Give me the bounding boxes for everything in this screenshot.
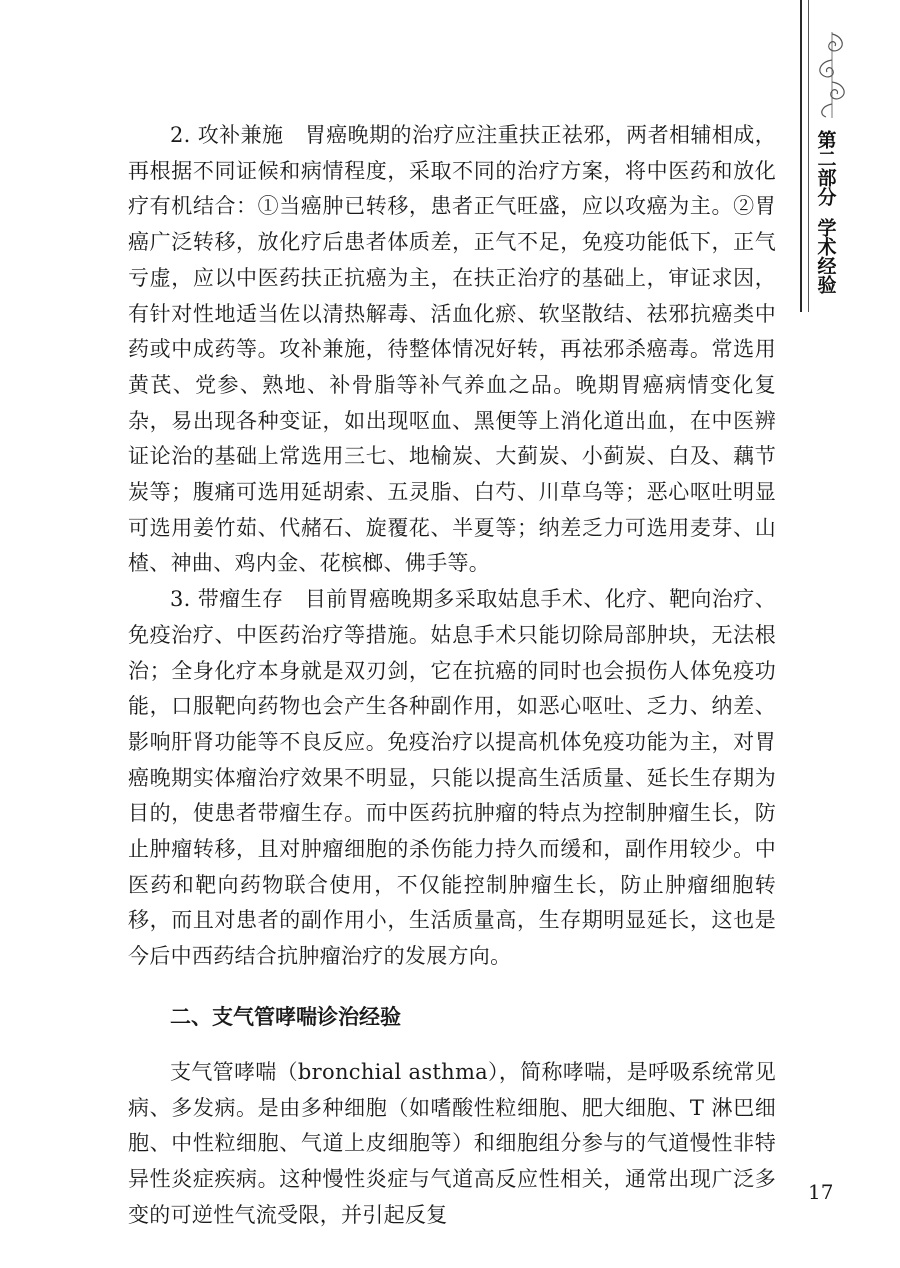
scroll-ornament-icon [812, 30, 852, 120]
side-border-line [800, 0, 802, 312]
paragraph-survive-with-tumor: 3. 带瘤生存 目前胃癌晚期多采取姑息手术、化疗、靶向治疗、免疫治疗、中医药治疗等措施。姑息手术只能切除局部肿块，无法根治；全身化疗本身就是双刃剑，它在抗癌的同时也会损伤人体免疫功能，口服靶向药物也会产生各种副作用，如恶心呕吐、乏力、纳差、影响肝肾功能等不良反应。免疫治疗以提高机体免疫功能为主，对胃癌晚期实体瘤治疗效果不明显，只能以提高生活质量、延长生存期为目的，使患者带瘤生存。而中医药抗肿瘤的特点为控制肿瘤生长，防止肿瘤转移，且对肿瘤细胞的杀伤能力持久而缓和，副作用较少。中医药和靶向药物联合使用，不仅能控制肿瘤生长，防止肿瘤细胞转移，而且对患者的副作用小，生活质量高，生存期明显延长，这也是今后中西药结合抗肿瘤治疗的发展方向。 [128, 587, 776, 969]
page-number: 17 [808, 1180, 834, 1204]
part-label: 第二部分 [814, 130, 837, 206]
section-tab [808, 130, 842, 294]
section-label: 学术经验 [814, 218, 837, 294]
section-heading: 二、支气管哮喘诊治经验 [170, 1004, 401, 1029]
main-content [128, 118, 776, 1233]
paragraph-tonify-attack: 2. 攻补兼施 胃癌晚期的治疗应注重扶正祛邪，两者相辅相成，再根据不同证候和病情程度，采取不同的治疗方案，将中医药和放化疗有机结合：①当癌肿已转移，患者正气旺盛，应以攻癌为主。②胃癌广泛转移，放化疗后患者体质差，正气不足，免疫功能低下，正气亏虚，应以中医药扶正抗癌为主，在扶正治疗的基础上，审证求因，有针对性地适当佐以清热解毒、活血化瘀、软坚散结、祛邪抗癌类中药或中成药等。攻补兼施，待整体情况好转，再祛邪杀癌毒。常选用黄芪、党参、熟地、补骨脂等补气养血之品。晚期胃癌病情变化复杂，易出现各种变证，如出现呕血、黑便等上消化道出血，在中医辨证论治的基础上常选用三七、地榆炭、大蓟炭、小蓟炭、白及、藕节炭等；腹痛可选用延胡索、五灵脂、白芍、川草乌等；恶心呕吐明显可选用姜竹茹、代赭石、旋覆花、半夏等；纳差乏力可选用麦芽、山楂、神曲、鸡内金、花槟榔、佛手等。 [128, 123, 776, 576]
tab-gap [808, 206, 842, 218]
paragraph-asthma-intro: 支气管哮喘（bronchial asthma），简称哮喘，是呼吸系统常见病、多发病。是由多种细胞（如嗜酸性粒细胞、肥大细胞、T 淋巴细胞、中性粒细胞、气道上皮细胞等）和细胞组分参与的气道慢性非特异性炎症疾病。这种慢性炎症与气道高反应性相关，通常出现广泛多变的可逆性气流受限，并引起反复 [128, 1059, 776, 1227]
